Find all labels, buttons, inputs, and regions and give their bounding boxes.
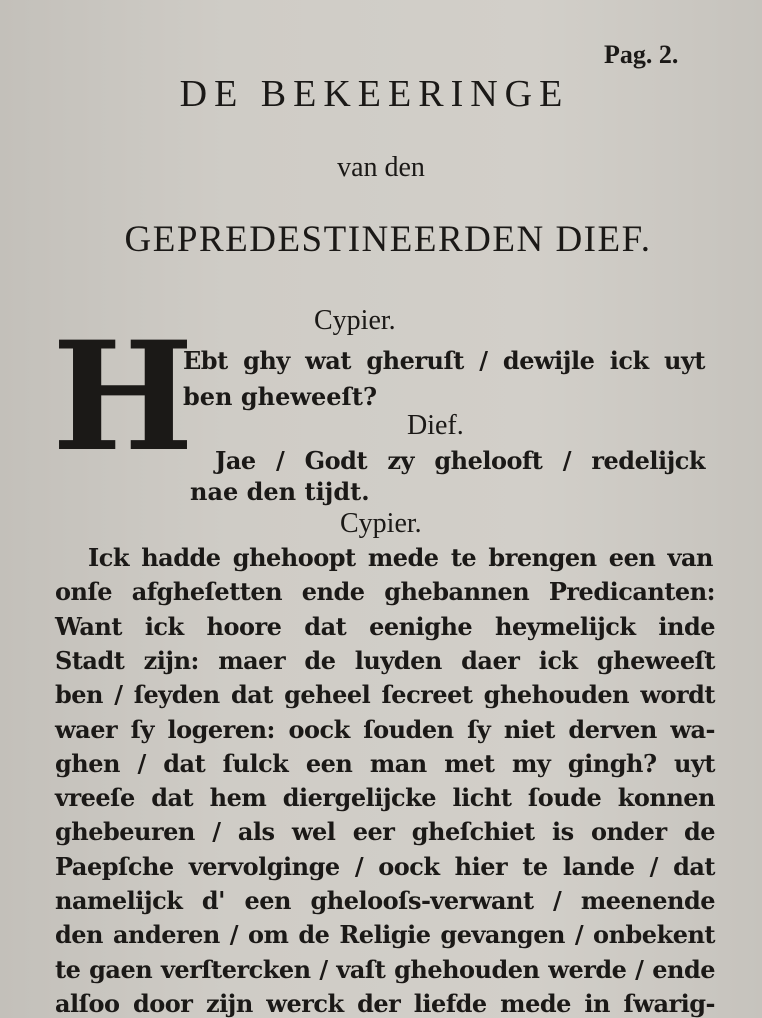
speaker-label: Dief.: [407, 410, 464, 441]
speaker-label: Cypier.: [340, 508, 422, 539]
body-line: ghen / dat ſulck een man met my gingh? uyt: [55, 748, 715, 778]
body-line: ben / ſeyden dat geheel ſecreet ghehouden wordt: [55, 680, 715, 710]
body-line: ghebeuren / als wel eer gheſchiet is onder de: [55, 817, 715, 847]
body-line: alſoo door zijn werck der liefde mede in ſwarig-: [55, 988, 715, 1018]
body-line: Want ick hoore dat eenighe heymelijck inde: [55, 611, 715, 641]
body-line: Ick hadde ghehoopt mede te brengen een van: [88, 543, 713, 572]
dialogue-line: Ebt ghy wat gheruſt / dewijle ick uyt: [183, 346, 705, 375]
body-line: Paepſche vervolginge / oock hier te lande / dat: [55, 851, 715, 881]
body-line: onſe afgheſetten ende ghebannen Predicanten:: [55, 577, 715, 607]
title-line-3: GEPREDESTINEERDEN DIEF.: [124, 219, 652, 260]
title-line-1: DE BEKEERINGE: [179, 73, 570, 115]
body-line: vreeſe dat hem diergelijcke licht ſoude konnen: [55, 783, 715, 813]
body-line: waer ſy logeren: oock ſouden ſy niet derven wa-: [55, 714, 715, 744]
page-number: Pag. 2.: [604, 40, 679, 69]
dialogue-line: Jae / Godt zy ghelooft / redelijck: [215, 446, 705, 475]
body-line: namelijck d' een ghelooſs-verwant / meenende: [55, 886, 715, 915]
body-line: te gaen verſtercken / vaſt ghehouden werde / ende: [55, 954, 715, 984]
body-line: den anderen / om de Religie gevangen / onbekent: [55, 920, 715, 950]
speaker-label: Cypier.: [314, 305, 396, 336]
dialogue-line: ben gheweeſt?: [183, 382, 378, 411]
title-line-2: van den: [337, 152, 425, 183]
body-line: Stadt zijn: maer de luyden daer ick gheweeſt: [55, 645, 715, 675]
drop-cap: H: [52, 309, 194, 485]
dialogue-line: nae den tijdt.: [190, 477, 370, 506]
